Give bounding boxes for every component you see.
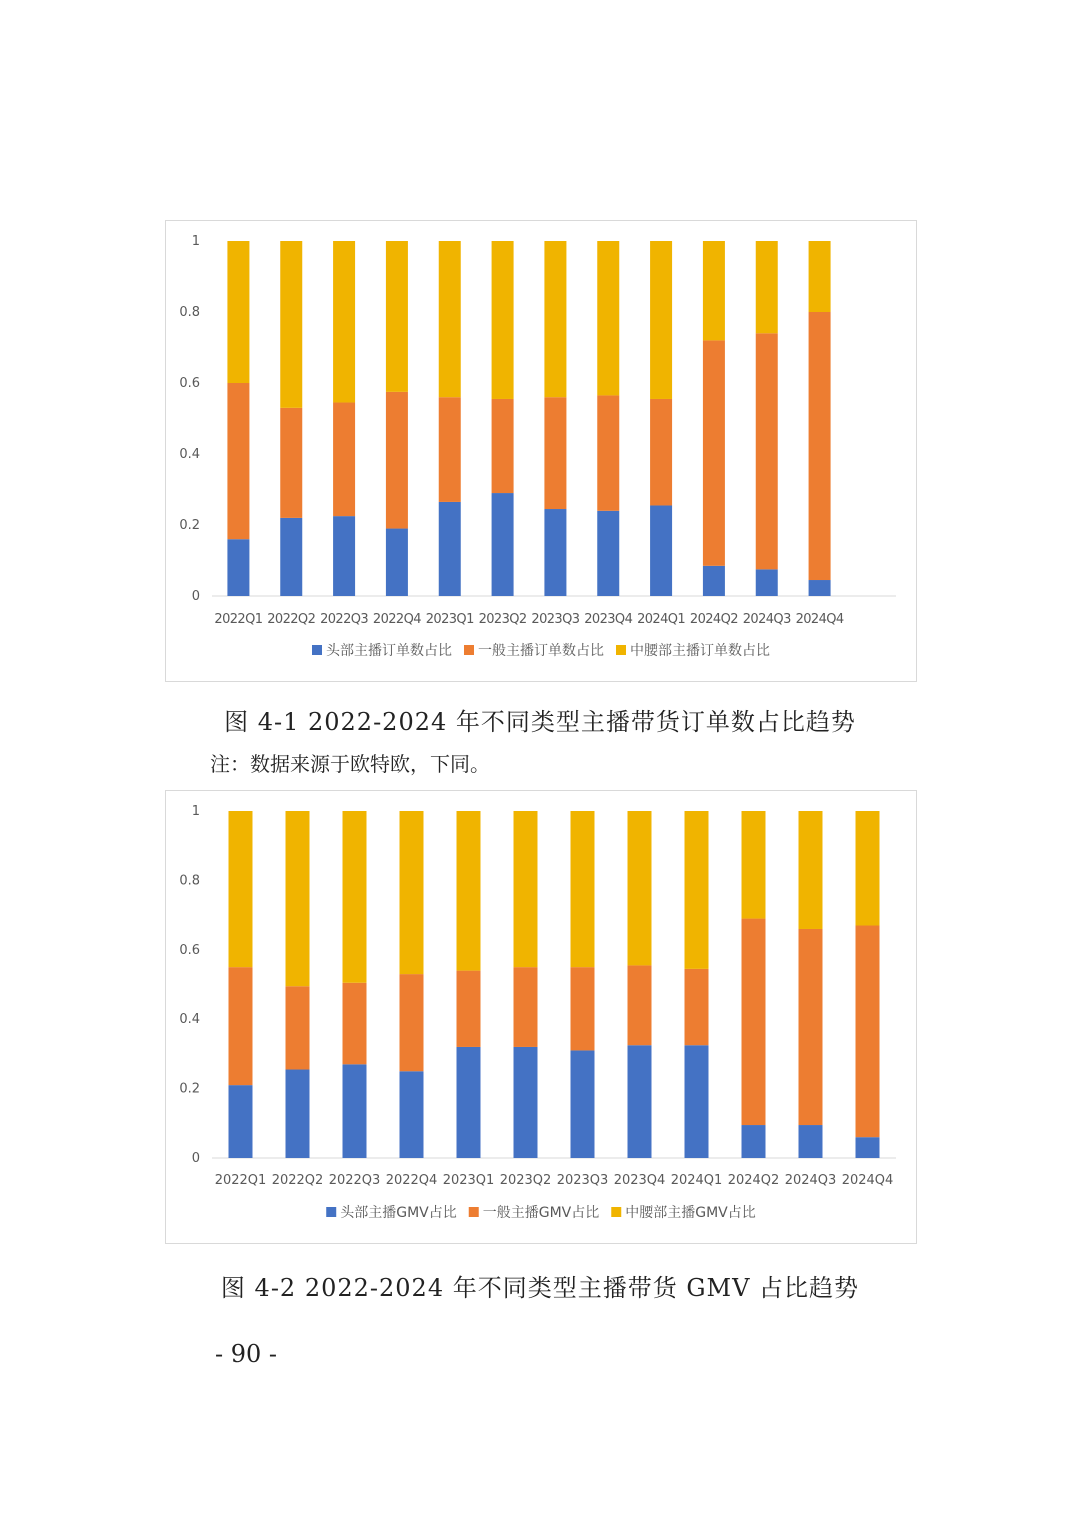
y-tick-label: 0.6 [179, 942, 200, 958]
x-tick-label: 2023Q1 [425, 612, 474, 627]
legend-swatch [611, 1207, 621, 1217]
bar-segment-3 [703, 241, 725, 340]
bar-segment-1 [439, 502, 461, 596]
x-tick-label: 2024Q1 [670, 1173, 723, 1188]
legend [326, 1204, 756, 1221]
y-tick-label: 0 [191, 1151, 200, 1166]
bar-segment-2 [856, 926, 880, 1138]
bar-segment-2 [628, 965, 652, 1045]
bar-segment-2 [333, 403, 355, 517]
bar-segment-1 [400, 1071, 424, 1158]
bar-segment-3 [756, 241, 778, 333]
x-tick-label: 2022Q3 [328, 1173, 381, 1188]
x-tick-label: 2023Q3 [556, 1173, 609, 1188]
bar-segment-3 [386, 241, 408, 392]
y-tick-label: 0.4 [179, 447, 200, 462]
bar-segment-1 [514, 1047, 538, 1158]
bar-segment-1 [742, 1125, 766, 1158]
bar-segment-3 [333, 241, 355, 403]
legend-swatch [326, 1207, 336, 1217]
bar-segment-2 [343, 983, 367, 1065]
bar-segment-1 [703, 566, 725, 596]
y-tick-label: 0.4 [179, 1012, 200, 1028]
bar-segment-3 [286, 811, 310, 986]
bar-segment-1 [799, 1125, 823, 1158]
y-tick-label: 1 [191, 804, 200, 819]
x-tick-label: 2024Q3 [784, 1173, 837, 1188]
bar-segment-3 [439, 241, 461, 397]
legend-label: 头部主播订单数占比 [326, 643, 452, 659]
bar-segment-3 [742, 811, 766, 919]
legend [312, 642, 770, 659]
x-tick-label: 2022Q2 [267, 612, 316, 627]
bar-segment-3 [514, 811, 538, 967]
bar-segment-2 [544, 397, 566, 509]
bar-segment-2 [703, 340, 725, 565]
bar-segment-2 [400, 974, 424, 1071]
bar-segment-1 [492, 493, 514, 596]
bar-segment-2 [742, 919, 766, 1125]
x-tick-label: 2023Q2 [478, 612, 527, 627]
bar-segment-1 [685, 1045, 709, 1158]
bar-segment-1 [343, 1064, 367, 1158]
x-tick-label: 2023Q4 [584, 612, 633, 627]
figure-1-caption: 图 4-1 2022-2024 年不同类型主播带货订单数占比趋势 [224, 708, 856, 736]
bar-segment-3 [628, 811, 652, 965]
bar-segment-3 [229, 811, 253, 967]
bar-segment-3 [597, 241, 619, 395]
bar-segment-1 [756, 569, 778, 596]
bar-segment-1 [809, 580, 831, 596]
bar-segment-3 [799, 811, 823, 929]
x-tick-label: 2024Q2 [727, 1173, 780, 1188]
chart-1-container [165, 220, 917, 682]
bar-segment-1 [280, 518, 302, 596]
bar-segment-2 [280, 408, 302, 518]
bar-segment-3 [457, 811, 481, 971]
x-tick-label: 2024Q1 [637, 612, 686, 627]
bar-segment-2 [597, 395, 619, 510]
bar-segment-2 [386, 392, 408, 529]
bar-segment-1 [856, 1137, 880, 1158]
legend-label: 中腰部主播GMV占比 [625, 1205, 756, 1221]
x-tick-label: 2022Q1 [214, 612, 263, 627]
y-tick-label: 0 [191, 589, 200, 604]
bar-segment-3 [343, 811, 367, 983]
bar-segment-2 [756, 333, 778, 569]
chart-2-container [165, 790, 917, 1244]
y-tick-label: 0.8 [179, 873, 200, 889]
x-tick-label: 2022Q4 [372, 612, 421, 627]
x-tick-label: 2024Q4 [795, 612, 844, 627]
bar-segment-3 [571, 811, 595, 967]
bar-segment-1 [333, 516, 355, 596]
bar-segment-3 [685, 811, 709, 969]
bar-segment-3 [280, 241, 302, 408]
legend-label: 一般主播GMV占比 [482, 1205, 600, 1221]
bar-segment-1 [628, 1045, 652, 1158]
x-tick-label: 2023Q4 [613, 1173, 666, 1188]
x-tick-label: 2024Q2 [689, 612, 738, 627]
bar-segment-3 [809, 241, 831, 312]
x-tick-label: 2023Q3 [531, 612, 580, 627]
y-tick-label: 0.2 [179, 1081, 200, 1097]
legend-swatch [469, 1207, 479, 1217]
x-tick-label: 2022Q3 [320, 612, 369, 627]
legend-swatch [464, 645, 474, 655]
bar-segment-2 [457, 971, 481, 1047]
bar-segment-2 [227, 383, 249, 539]
x-tick-label: 2024Q3 [742, 612, 791, 627]
bar-segment-2 [685, 969, 709, 1045]
bar-segment-1 [457, 1047, 481, 1158]
legend-label: 中腰部主播订单数占比 [630, 643, 770, 659]
bar-segment-2 [650, 399, 672, 506]
bar-segment-1 [544, 509, 566, 596]
bar-segment-2 [809, 312, 831, 580]
page-number: - 90 - [215, 1340, 278, 1368]
bar-segment-2 [492, 399, 514, 493]
bar-segment-2 [229, 967, 253, 1085]
bar-segment-2 [799, 929, 823, 1125]
x-tick-label: 2023Q1 [442, 1173, 495, 1188]
bar-segment-1 [227, 539, 249, 596]
bar-segment-2 [439, 397, 461, 502]
bar-segment-1 [286, 1070, 310, 1158]
chart-1-svg [166, 221, 916, 681]
bar-segment-3 [650, 241, 672, 399]
y-tick-label: 0.8 [179, 305, 200, 320]
legend-label: 头部主播GMV占比 [340, 1205, 457, 1221]
y-tick-label: 0.6 [179, 376, 200, 391]
x-tick-label: 2024Q4 [841, 1173, 894, 1188]
legend-swatch [312, 645, 322, 655]
bar-segment-1 [229, 1085, 253, 1158]
source-note: 注：数据来源于欧特欧，下同。 [210, 752, 490, 776]
bar-segment-1 [597, 511, 619, 596]
bar-segment-1 [386, 529, 408, 596]
bar-segment-3 [400, 811, 424, 974]
x-tick-label: 2022Q4 [385, 1173, 438, 1188]
bar-segment-3 [544, 241, 566, 397]
x-tick-label: 2022Q1 [214, 1173, 267, 1188]
figure-2-caption: 图 4-2 2022-2024 年不同类型主播带货 GMV 占比趋势 [220, 1274, 860, 1302]
bar-segment-1 [571, 1050, 595, 1158]
x-tick-label: 2023Q2 [499, 1173, 552, 1188]
bar-segment-3 [492, 241, 514, 399]
legend-swatch [616, 645, 626, 655]
bar-segment-3 [856, 811, 880, 926]
bar-segment-2 [514, 967, 538, 1047]
y-tick-label: 1 [191, 234, 200, 249]
bar-segment-2 [286, 986, 310, 1069]
bar-segment-1 [650, 505, 672, 596]
bar-segment-3 [227, 241, 249, 383]
y-tick-label: 0.2 [179, 518, 200, 533]
x-tick-label: 2022Q2 [271, 1173, 324, 1188]
legend-label: 一般主播订单数占比 [478, 643, 604, 659]
bar-segment-2 [571, 967, 595, 1050]
chart-2-svg [166, 791, 916, 1243]
